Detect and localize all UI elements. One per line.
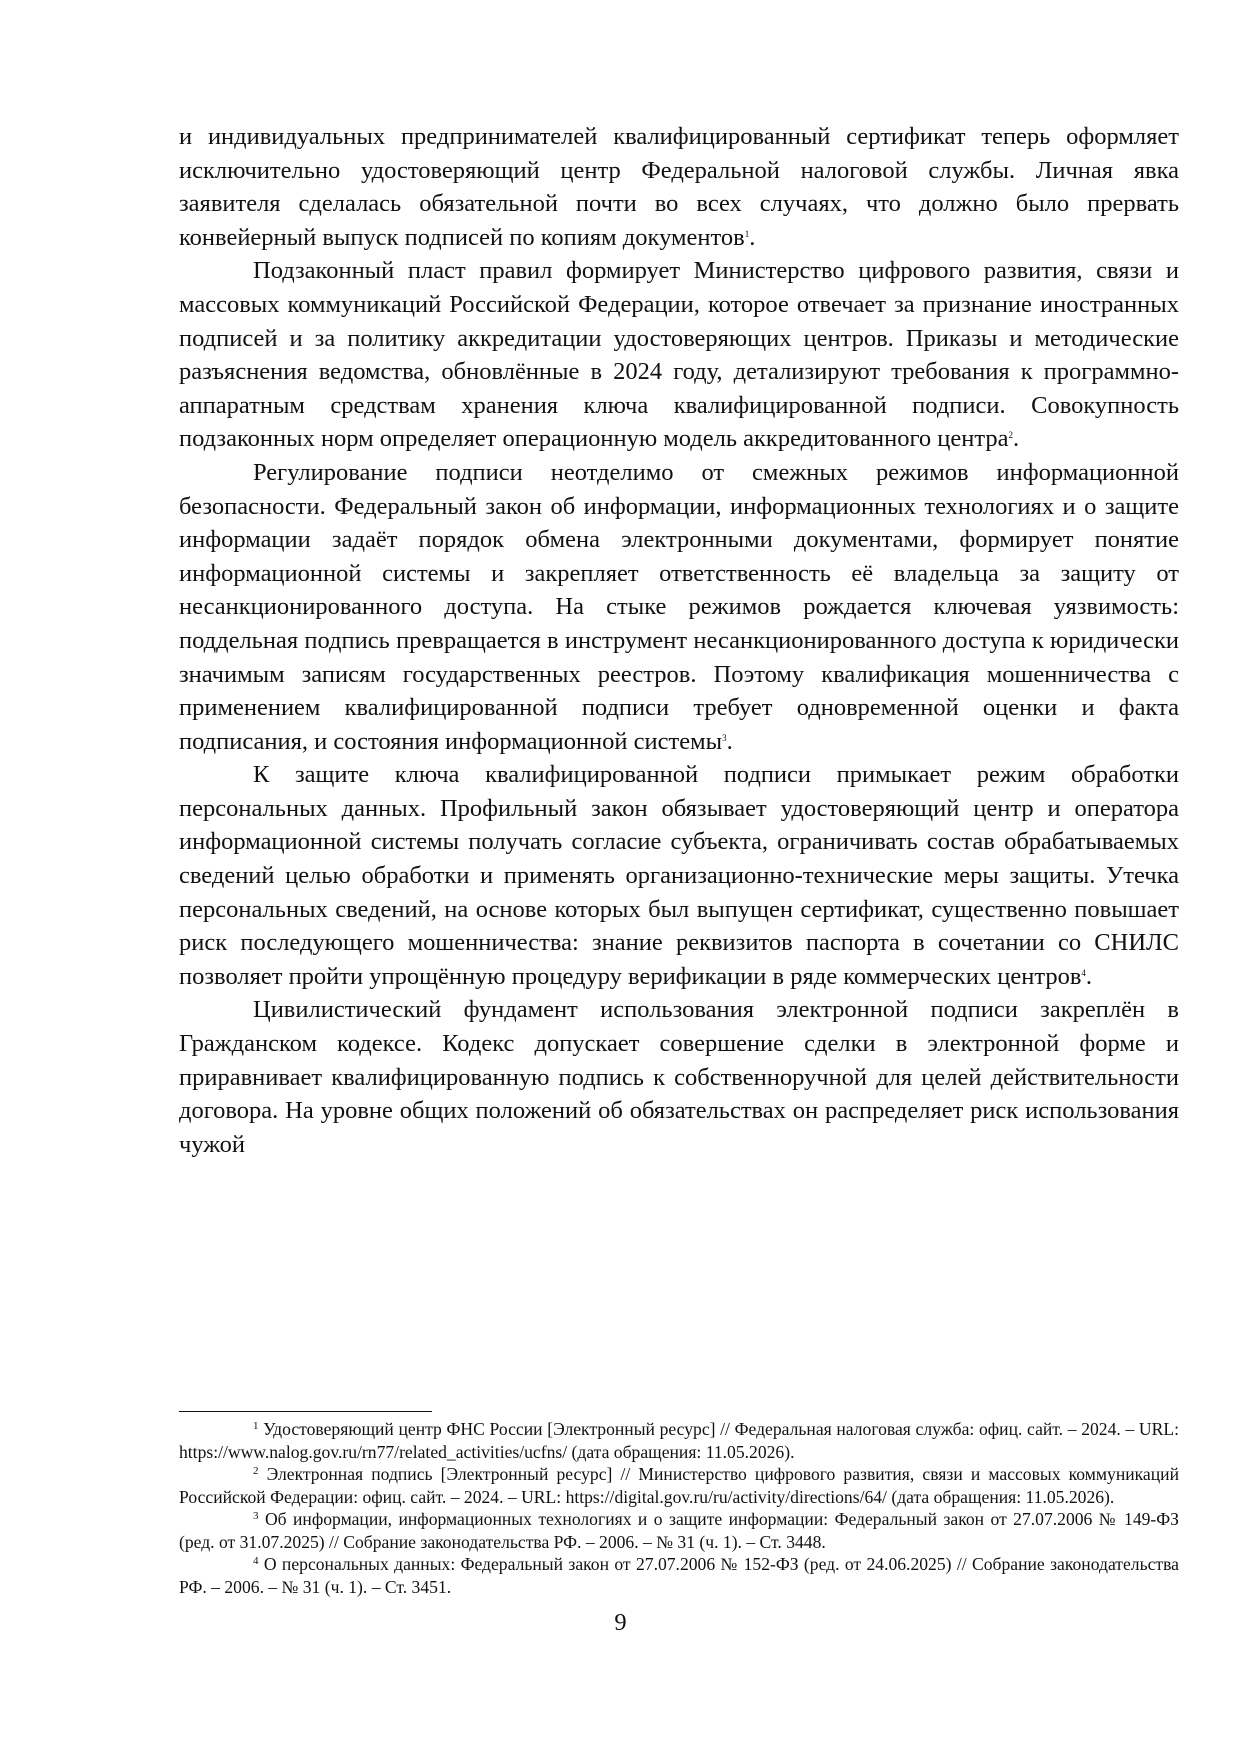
footnote-ref-3: 3 — [722, 732, 727, 743]
footnote-number: 4 — [253, 1554, 259, 1567]
paragraph-text: Цивилистический фундамент использования электронной подписи закреплён в Гражданском кодексе. Кодекс допускает совершение сделки в электронной форме и приравнивает квалифицированную подпись к собственноручной для целей действительности договора. На уровне общих положений об обязательствах он распределяет риск использования чужой — [179, 996, 1179, 1158]
footnote-text: Об информации, информационных технологиях и о защите информации: Федеральный закон от 27.07.2006 № 149-ФЗ (ред. от 31.07.2025) // Собрание законодательства РФ. – 2006. – № 31 (ч. 1). – Ст. 3448. — [179, 1509, 1179, 1552]
footnote-number: 2 — [253, 1464, 259, 1477]
paragraph-3 — [179, 456, 1179, 758]
paragraph-text: Регулирование подписи неотделимо от смежных режимов информационной безопасности. Федеральный закон об информации, информационных технологиях и о защите информации задаёт порядок обмена электронными документами, формирует понятие информационной системы и закрепляет ответственность её владельца за защиту от несанкционированного доступа. На стыке режимов рождается ключевая уязвимость: поддельная подпись превращается в инструмент несанкционированного доступа к юридически значимым записям государственных реестров. Поэтому квалификация мошенничества с применением квалифицированной подписи требует одновременной оценки и факта подписания, и состояния информационной системы — [179, 458, 1179, 755]
footnotes — [179, 1418, 1179, 1598]
paragraph-end: . — [749, 223, 756, 251]
footnote-text: О персональных данных: Федеральный закон от 27.07.2006 № 152-ФЗ (ред. от 24.06.2025) // Собрание законодательства РФ. – 2006. – № 31 (ч. 1). – Ст. 3451. — [179, 1554, 1179, 1597]
footnote-ref-4: 4 — [1081, 967, 1086, 978]
footnote-text: Электронная подпись [Электронный ресурс] // Министерство цифрового развития, связи и массовых коммуникаций Российской Федерации: офиц. сайт. – 2024. – URL: https://digital.gov.ru/ru/activity/directions/64/ (дата обращения: 11.05.2026). — [179, 1464, 1179, 1507]
footnote-3 — [179, 1508, 1179, 1553]
footnote-separator — [179, 1411, 432, 1412]
footnote-1 — [179, 1418, 1179, 1463]
page-number: 9 — [614, 1609, 627, 1636]
paragraph-text: К защите ключа квалифицированной подписи примыкает режим обработки персональных данных. Профильный закон обязывает удостоверяющий центр и оператора информационной системы получать согласие субъекта, ограничивать состав обрабатываемых сведений целью обработки и применять организационно-технические меры защиты. Утечка персональных сведений, на основе которых был выпущен сертификат, существенно повышает риск последующего мошенничества: знание реквизитов паспорта в сочетании со СНИЛС позволяет пройти упрощённую процедуру верификации в ряде коммерческих центров — [179, 761, 1179, 990]
footnote-text: Удостоверяющий центр ФНС России [Электронный ресурс] // Федеральная налоговая служба: офиц. сайт. – 2024. – URL: https://www.nalog.gov.ru/rn77/related_activities/ucfns/ (дата обращения: 11.05.2026). — [179, 1419, 1179, 1462]
paragraph-2 — [179, 254, 1179, 456]
footnote-number: 1 — [253, 1419, 259, 1432]
paragraph-end: . — [1012, 425, 1020, 453]
paragraph-4 — [179, 758, 1179, 993]
footnote-4 — [179, 1553, 1179, 1598]
paragraph-end: . — [1085, 962, 1093, 990]
paragraph-text: Подзаконный пласт правил формирует Министерство цифрового развития, связи и массовых коммуникаций Российской Федерации, которое отвечает за признание иностранных подписей и за политику аккредитации удостоверяющих центров. Приказы и методические разъяснения ведомства, обновлённые в 2024 году, детализируют требования к программно-аппаратным средствам хранения ключа квалифицированной подписи. Совокупность подзаконных норм определяет операционную модель аккредитованного центра — [179, 257, 1179, 453]
document-body — [179, 120, 1179, 1161]
footnote-ref-2: 2 — [1008, 430, 1013, 441]
footnote-2 — [179, 1463, 1179, 1508]
footnote-ref-1: 1 — [744, 228, 750, 239]
paragraph-text: и индивидуальных предпринимателей квалифицированный сертификат теперь оформляет исключительно удостоверяющий центр Федеральной налоговой службы. Личная явка заявителя сделалась обязательной почти во всех случаях, что должно было прервать конвейерный выпуск подписей по копиям документов — [179, 123, 1179, 251]
paragraph-5 — [179, 993, 1179, 1161]
paragraph-1 — [179, 120, 1179, 254]
footnote-number: 3 — [253, 1509, 259, 1522]
paragraph-end: . — [726, 727, 733, 755]
